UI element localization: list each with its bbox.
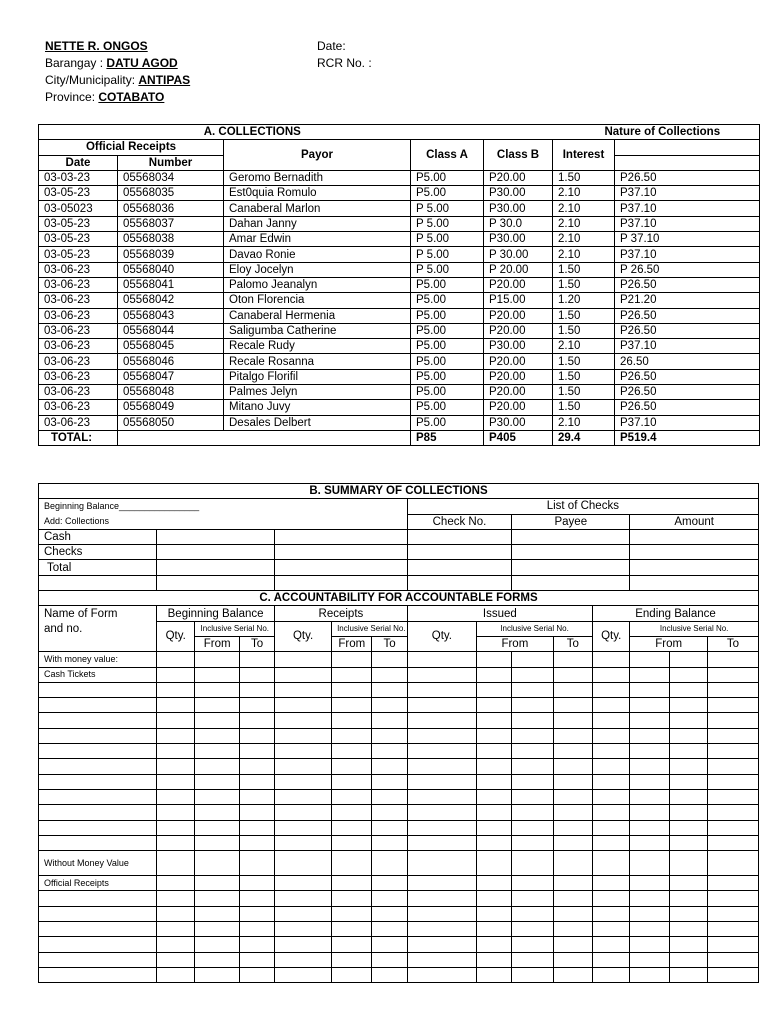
accountability-row — [39, 952, 759, 967]
form-name-cell: Official Receipts — [39, 876, 157, 891]
cell-date: 03-06-23 — [39, 385, 118, 400]
cell-amount: P37.10 — [615, 415, 760, 430]
cell-class-a: P5.00 — [411, 170, 484, 185]
receipts-header: Receipts — [275, 606, 408, 621]
accountability-title: C. ACCOUNTABILITY FOR ACCOUNTABLE FORMS — [39, 591, 759, 606]
bb-qty: Qty. — [157, 621, 195, 652]
collection-row — [39, 247, 760, 262]
cell-amount: P26.50 — [615, 308, 760, 323]
date-header: Date — [39, 155, 118, 170]
cell-date: 03-06-23 — [39, 339, 118, 354]
province-value: COTABATO — [98, 90, 165, 104]
cell-class-a: P5.00 — [411, 186, 484, 201]
cell-interest: 1.50 — [553, 262, 615, 277]
accountability-row — [39, 789, 759, 804]
cell-class-b: P30.00 — [484, 186, 553, 201]
cash-label: Cash — [39, 529, 157, 544]
cell-payor: Dahan Janny — [224, 216, 411, 231]
amount-header-bottom — [615, 155, 760, 170]
barangay-label: Barangay : — [45, 56, 104, 70]
cell-interest: 2.10 — [553, 247, 615, 262]
collection-row — [39, 170, 760, 185]
add-collections-label: Add: Collections — [39, 514, 408, 529]
interest-header: Interest — [553, 140, 615, 171]
cell-interest: 1.50 — [553, 277, 615, 292]
cell-payor: Recale Rosanna — [224, 354, 411, 369]
name-of-form-label: Name of Form — [39, 606, 157, 621]
cell-payor: Canaberal Marlon — [224, 201, 411, 216]
number-header: Number — [118, 155, 224, 170]
rcr-label: RCR No. : — [317, 56, 372, 70]
cell-or-number: 05568042 — [118, 293, 224, 308]
cell-or-number: 05568049 — [118, 400, 224, 415]
accountability-row — [39, 774, 759, 789]
cell-date: 03-06-23 — [39, 369, 118, 384]
cell-date: 03-05-23 — [39, 186, 118, 201]
city-label: City/Municipality: — [45, 73, 136, 87]
cell-amount: P26.50 — [615, 277, 760, 292]
cell-class-b: P20.00 — [484, 308, 553, 323]
cell-amount: P37.10 — [615, 339, 760, 354]
issued-header: Issued — [407, 606, 592, 621]
accountability-row — [39, 820, 759, 835]
cell-interest: 2.10 — [553, 201, 615, 216]
header-left — [45, 38, 190, 106]
cell-interest: 1.50 — [553, 323, 615, 338]
collection-row — [39, 308, 760, 323]
cell-class-b: P20.00 — [484, 385, 553, 400]
accountability-row — [39, 744, 759, 759]
total-label-summary: Total — [39, 560, 157, 575]
accountability-row — [39, 876, 759, 891]
total-label: TOTAL: — [39, 430, 118, 445]
bb-to: To — [239, 636, 274, 651]
cell-amount: P37.10 — [615, 186, 760, 201]
form-name-cell: Without Money Value — [39, 851, 157, 876]
cell-payor: Amar Edwin — [224, 232, 411, 247]
cell-payor: Canaberal Hermenia — [224, 308, 411, 323]
accountability-row — [39, 851, 759, 876]
cell-interest: 1.50 — [553, 385, 615, 400]
collection-row — [39, 400, 760, 415]
ending-balance-header: Ending Balance — [593, 606, 759, 621]
collection-row — [39, 339, 760, 354]
e-to: To — [708, 636, 759, 651]
cell-interest: 2.10 — [553, 186, 615, 201]
cell-class-a: P5.00 — [411, 369, 484, 384]
cell-date: 03-05023 — [39, 201, 118, 216]
cell-class-a: P5.00 — [411, 415, 484, 430]
accountability-row — [39, 728, 759, 743]
cell-payor: Geromo Bernadith — [224, 170, 411, 185]
accountability-row — [39, 805, 759, 820]
e-inclusive: Inclusive Serial No. — [630, 621, 759, 636]
cell-payor: Eloy Jocelyn — [224, 262, 411, 277]
header-right — [317, 38, 372, 72]
amount-header-top — [615, 140, 760, 155]
cell-amount: P 26.50 — [615, 262, 760, 277]
amount-header: Amount — [630, 514, 759, 529]
cell-amount: P37.10 — [615, 247, 760, 262]
cell-interest: 1.20 — [553, 293, 615, 308]
cell-interest: 1.50 — [553, 369, 615, 384]
collection-row — [39, 186, 760, 201]
e-from: From — [630, 636, 708, 651]
cell-payor: Palomo Jeanalyn — [224, 277, 411, 292]
class-b-header: Class B — [484, 140, 553, 171]
cell-date: 03-06-23 — [39, 400, 118, 415]
cell-payor: Palmes Jelyn — [224, 385, 411, 400]
collection-row — [39, 415, 760, 430]
cell-amount: P37.10 — [615, 201, 760, 216]
cell-date: 03-06-23 — [39, 323, 118, 338]
cell-payor: Davao Ronie — [224, 247, 411, 262]
cell-amount: P26.50 — [615, 323, 760, 338]
collection-row — [39, 293, 760, 308]
collection-row — [39, 232, 760, 247]
cell-or-number: 05568040 — [118, 262, 224, 277]
cell-date: 03-05-23 — [39, 232, 118, 247]
collections-table — [38, 124, 760, 446]
cell-or-number: 05568043 — [118, 308, 224, 323]
cell-class-b: P20.00 — [484, 277, 553, 292]
collection-row — [39, 216, 760, 231]
accountability-row — [39, 891, 759, 906]
cell-or-number: 05568047 — [118, 369, 224, 384]
and-no-label: and no. — [39, 621, 157, 636]
accountability-row — [39, 759, 759, 774]
collection-row — [39, 262, 760, 277]
cell-interest: 1.50 — [553, 170, 615, 185]
cell-class-a: P 5.00 — [411, 201, 484, 216]
cell-class-b: P 30.00 — [484, 247, 553, 262]
collector-name: NETTE R. ONGOS — [45, 39, 148, 53]
cell-amount: 26.50 — [615, 354, 760, 369]
cell-payor: Est0quia Romulo — [224, 186, 411, 201]
accountability-row — [39, 713, 759, 728]
cell-interest: 2.10 — [553, 216, 615, 231]
cell-class-a: P 5.00 — [411, 247, 484, 262]
collection-row — [39, 201, 760, 216]
cell-or-number: 05568041 — [118, 277, 224, 292]
cell-payor: Desales Delbert — [224, 415, 411, 430]
checks-label: Checks — [39, 545, 157, 560]
cell-interest: 2.10 — [553, 232, 615, 247]
i-from: From — [477, 636, 554, 651]
total-interest: 29.4 — [553, 430, 615, 445]
beginning-balance-label: Beginning Balance________________ — [39, 499, 408, 514]
accountability-row — [39, 967, 759, 982]
total-class-b: P405 — [484, 430, 553, 445]
cell-date: 03-05-23 — [39, 247, 118, 262]
cell-class-a: P5.00 — [411, 293, 484, 308]
collection-row — [39, 277, 760, 292]
cell-date: 03-05-23 — [39, 216, 118, 231]
cell-or-number: 05568050 — [118, 415, 224, 430]
payee-header: Payee — [512, 514, 630, 529]
cell-interest: 1.50 — [553, 308, 615, 323]
cell-class-b: P20.00 — [484, 323, 553, 338]
collections-title: A. COLLECTIONS — [39, 125, 411, 140]
cell-class-a: P 5.00 — [411, 216, 484, 231]
cell-payor: Recale Rudy — [224, 339, 411, 354]
collection-row — [39, 369, 760, 384]
date-label: Date: — [317, 39, 346, 53]
cell-or-number: 05568039 — [118, 247, 224, 262]
accountability-row — [39, 667, 759, 682]
cell-amount: P26.50 — [615, 400, 760, 415]
total-class-a: P85 — [411, 430, 484, 445]
cell-date: 03-06-23 — [39, 308, 118, 323]
cell-class-b: P30.00 — [484, 415, 553, 430]
cell-interest: 1.50 — [553, 354, 615, 369]
collection-row — [39, 354, 760, 369]
list-of-checks-header: List of Checks — [407, 499, 758, 514]
cell-amount: P26.50 — [615, 170, 760, 185]
nature-of-collections-title: Nature of Collections — [411, 125, 760, 140]
cell-class-b: P 20.00 — [484, 262, 553, 277]
total-amount: P519.4 — [615, 430, 760, 445]
cell-class-a: P5.00 — [411, 354, 484, 369]
cell-or-number: 05568048 — [118, 385, 224, 400]
summary-accountability-table — [38, 483, 759, 983]
r-qty: Qty. — [275, 621, 332, 652]
collection-row — [39, 385, 760, 400]
check-no-header: Check No. — [407, 514, 512, 529]
i-to: To — [553, 636, 592, 651]
accountability-row — [39, 937, 759, 952]
e-qty: Qty. — [593, 621, 630, 652]
cell-date: 03-06-23 — [39, 277, 118, 292]
cell-class-b: P20.00 — [484, 354, 553, 369]
cell-or-number: 05568046 — [118, 354, 224, 369]
city-value: ANTIPAS — [138, 73, 191, 87]
summary-title: B. SUMMARY OF COLLECTIONS — [39, 484, 759, 499]
cell-date: 03-03-23 — [39, 170, 118, 185]
cell-date: 03-06-23 — [39, 415, 118, 430]
cell-class-a: P5.00 — [411, 308, 484, 323]
form-name-cell: Cash Tickets — [39, 667, 157, 682]
cell-class-a: P5.00 — [411, 277, 484, 292]
accountability-row — [39, 698, 759, 713]
cell-interest: 1.50 — [553, 400, 615, 415]
cell-class-b: P20.00 — [484, 400, 553, 415]
beginning-balance-header: Beginning Balance — [157, 606, 275, 621]
cell-date: 03-06-23 — [39, 354, 118, 369]
cell-or-number: 05568034 — [118, 170, 224, 185]
barangay-value: DATU AGOD — [106, 56, 178, 70]
cell-class-b: P30.00 — [484, 232, 553, 247]
cell-or-number: 05568045 — [118, 339, 224, 354]
bb-inclusive: Inclusive Serial No. — [195, 621, 275, 636]
cell-or-number: 05568035 — [118, 186, 224, 201]
cell-class-b: P 30.0 — [484, 216, 553, 231]
cell-date: 03-06-23 — [39, 293, 118, 308]
province-label: Province: — [45, 90, 96, 104]
r-from: From — [332, 636, 372, 651]
cell-date: 03-06-23 — [39, 262, 118, 277]
cell-class-b: P30.00 — [484, 339, 553, 354]
cell-class-b: P15.00 — [484, 293, 553, 308]
official-receipts-header: Official Receipts — [39, 140, 224, 155]
accountability-row — [39, 682, 759, 697]
cell-or-number: 05568044 — [118, 323, 224, 338]
cell-class-a: P 5.00 — [411, 262, 484, 277]
cell-or-number: 05568038 — [118, 232, 224, 247]
cell-class-a: P5.00 — [411, 400, 484, 415]
cell-interest: 2.10 — [553, 415, 615, 430]
i-qty: Qty. — [407, 621, 476, 652]
cell-amount: P26.50 — [615, 385, 760, 400]
r-inclusive: Inclusive Serial No. — [332, 621, 408, 636]
r-to: To — [372, 636, 407, 651]
cell-class-a: P5.00 — [411, 323, 484, 338]
cell-payor: Saligumba Catherine — [224, 323, 411, 338]
accountability-row — [39, 652, 759, 667]
cell-class-b: P30.00 — [484, 201, 553, 216]
cell-amount: P26.50 — [615, 369, 760, 384]
accountability-row — [39, 835, 759, 850]
collection-row — [39, 323, 760, 338]
total-blank — [118, 430, 411, 445]
cell-or-number: 05568036 — [118, 201, 224, 216]
form-name-cell: With money value: — [39, 652, 157, 667]
i-inclusive: Inclusive Serial No. — [477, 621, 593, 636]
bb-from: From — [195, 636, 240, 651]
cell-class-a: P5.00 — [411, 339, 484, 354]
cell-amount: P 37.10 — [615, 232, 760, 247]
cell-payor: Mitano Juvy — [224, 400, 411, 415]
class-a-header: Class A — [411, 140, 484, 171]
payor-header: Payor — [224, 140, 411, 171]
cell-payor: Oton Florencia — [224, 293, 411, 308]
cell-class-a: P 5.00 — [411, 232, 484, 247]
cell-payor: Pitalgo Florifil — [224, 369, 411, 384]
cell-class-a: P5.00 — [411, 385, 484, 400]
cell-class-b: P20.00 — [484, 369, 553, 384]
cell-amount: P37.10 — [615, 216, 760, 231]
cell-class-b: P20.00 — [484, 170, 553, 185]
cell-amount: P21.20 — [615, 293, 760, 308]
cell-or-number: 05568037 — [118, 216, 224, 231]
accountability-row — [39, 906, 759, 921]
cell-interest: 2.10 — [553, 339, 615, 354]
accountability-row — [39, 922, 759, 937]
